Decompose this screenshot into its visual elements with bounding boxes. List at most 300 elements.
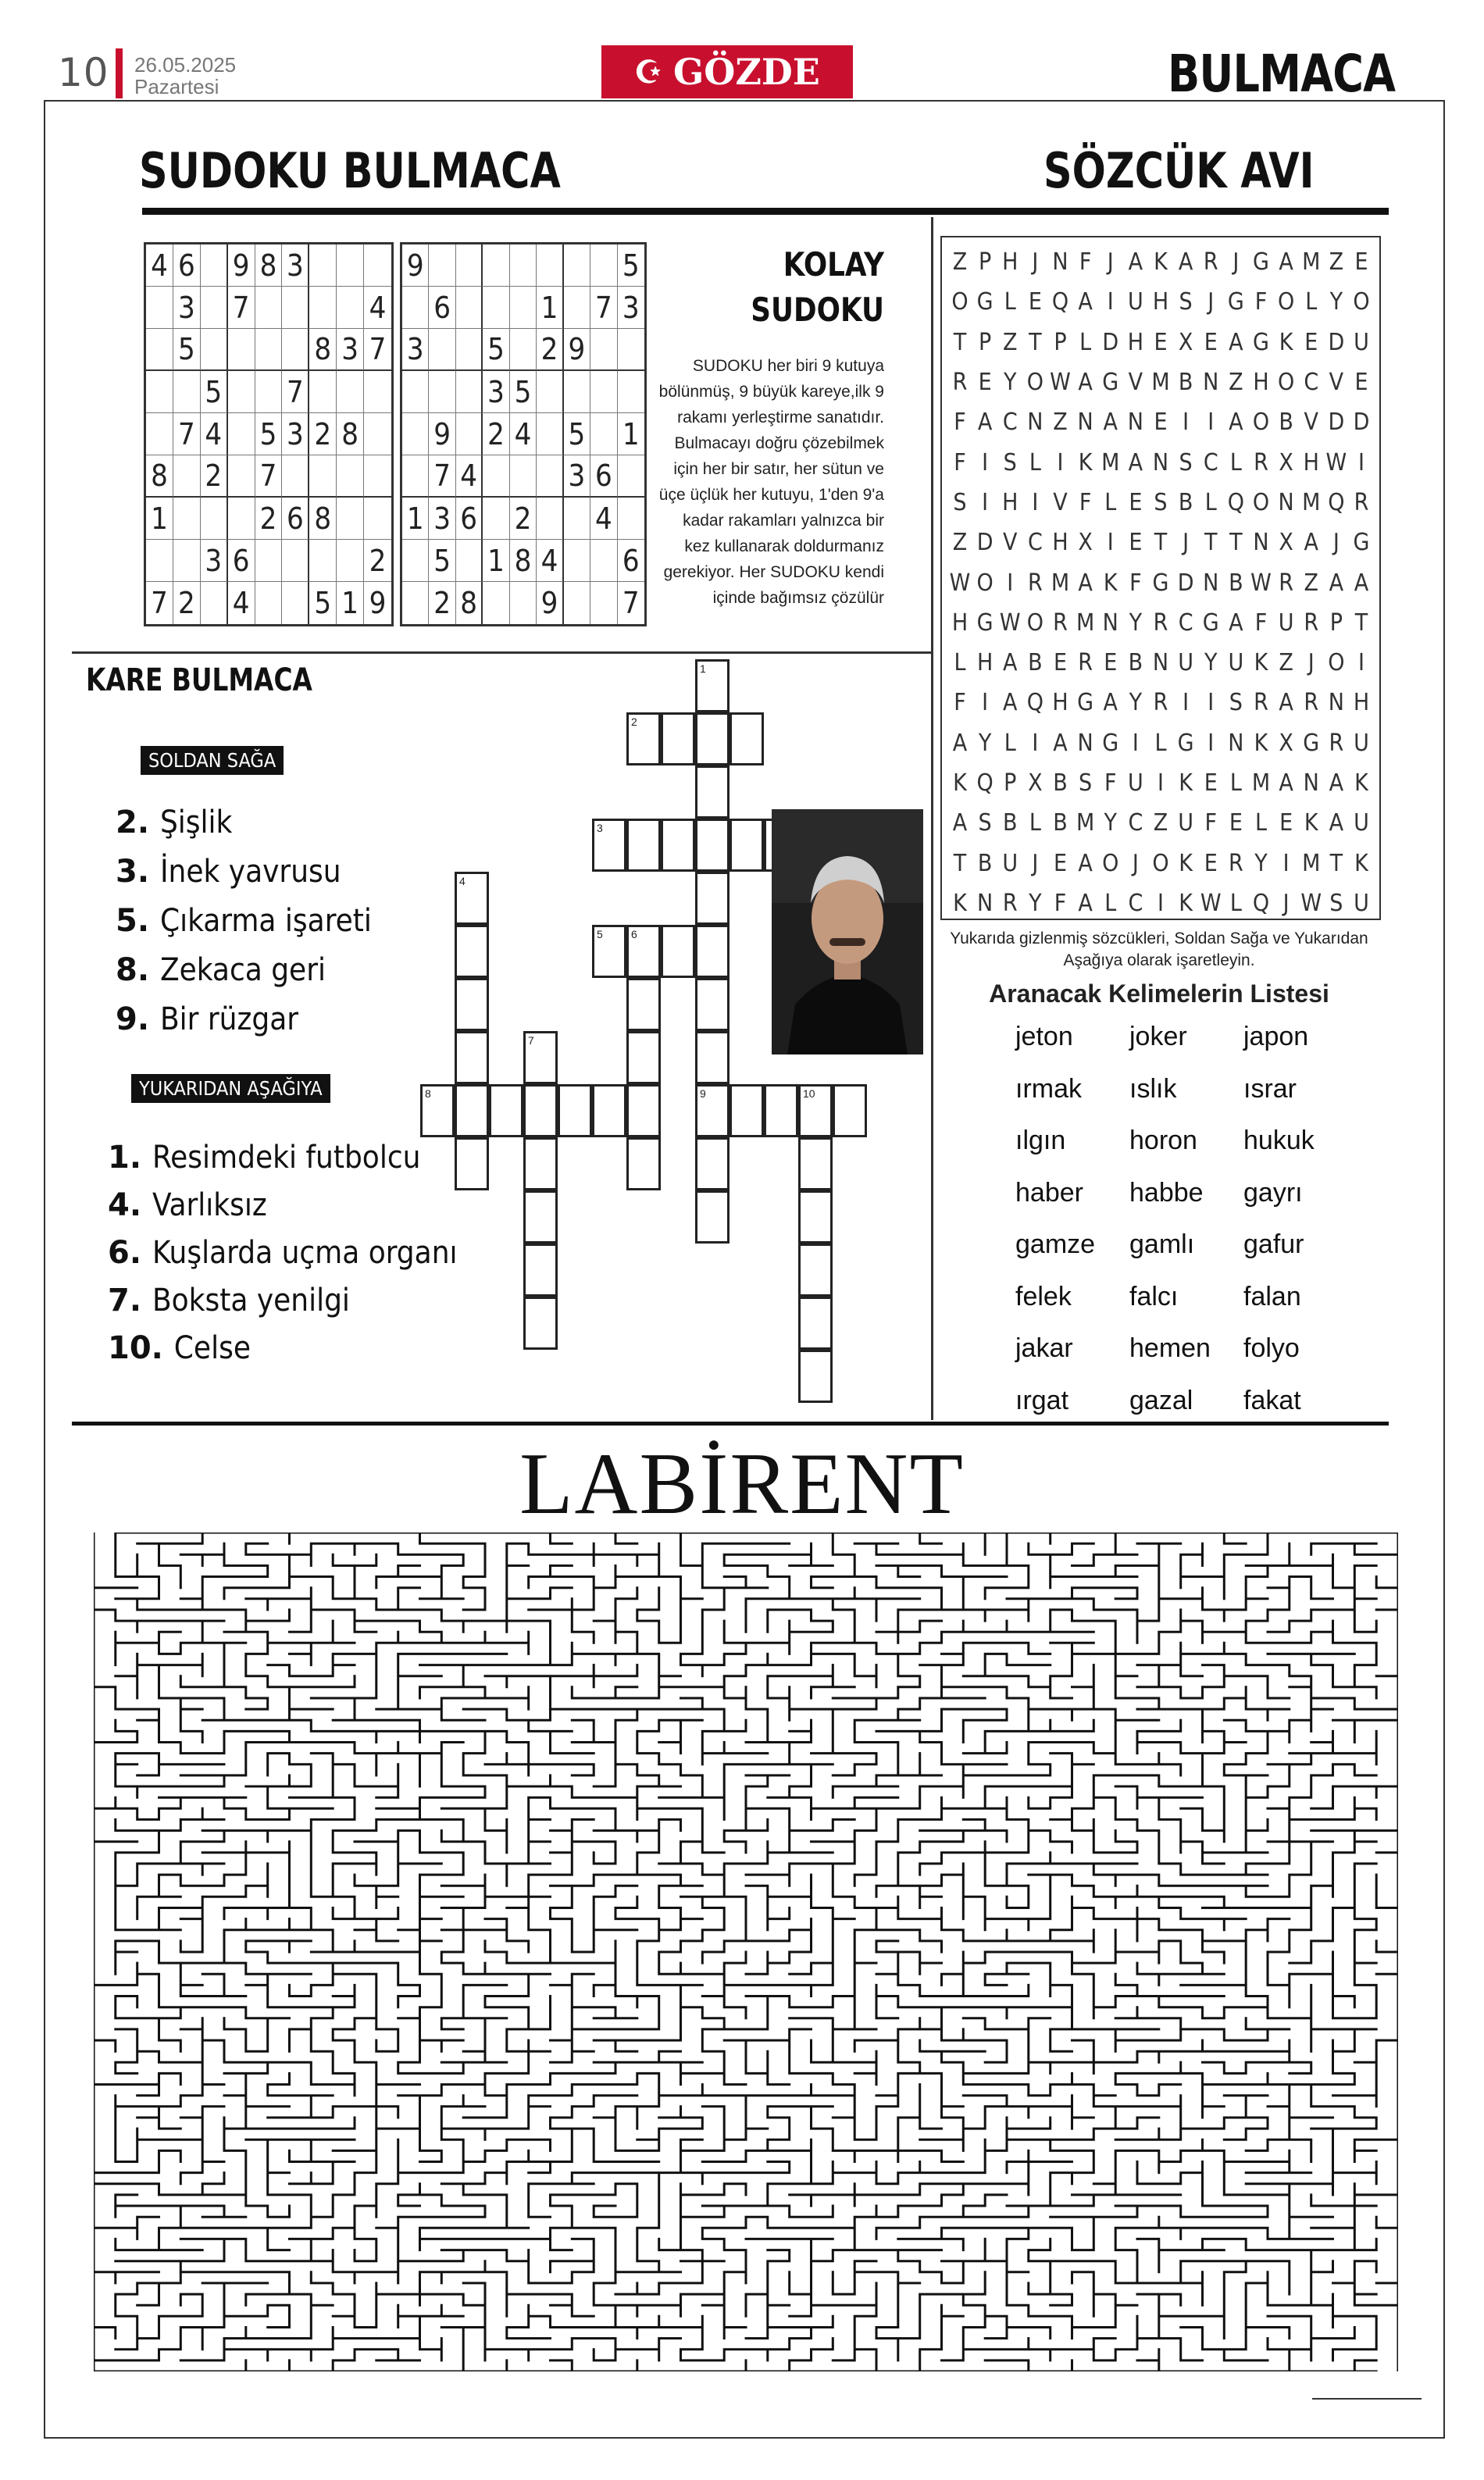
sudoku-cell[interactable]: 5	[510, 371, 537, 413]
wordsearch-letter[interactable]: Z	[1279, 649, 1293, 677]
wordsearch-letter[interactable]: I	[1158, 769, 1164, 797]
sudoku-cell[interactable]	[282, 455, 309, 498]
wordsearch-letter[interactable]: A	[1178, 248, 1193, 277]
wordsearch-letter[interactable]: F	[1129, 569, 1142, 597]
sudoku-cell[interactable]	[173, 498, 201, 540]
wordsearch-letter[interactable]: A	[1279, 689, 1293, 717]
sudoku-cell[interactable]: 5	[309, 582, 337, 624]
wordsearch-letter[interactable]: F	[954, 409, 966, 437]
sudoku-cell[interactable]: 4	[590, 498, 617, 540]
sudoku-cell[interactable]	[364, 498, 391, 540]
wordsearch-letter[interactable]: I	[1007, 569, 1014, 597]
wordsearch-letter[interactable]: L	[1029, 448, 1041, 476]
wordsearch-letter[interactable]: H	[976, 649, 993, 677]
sudoku-cell[interactable]: 2	[201, 455, 228, 498]
wordsearch-letter[interactable]: H	[1002, 488, 1018, 516]
sudoku-cell[interactable]: 2	[173, 582, 201, 624]
wordsearch-letter[interactable]: A	[1053, 729, 1068, 757]
sudoku-cell[interactable]: 1	[402, 498, 429, 540]
wordsearch-letter[interactable]: B	[1128, 649, 1143, 677]
wordsearch-letter[interactable]: N	[1228, 729, 1244, 757]
wordsearch-letter[interactable]: X	[1279, 529, 1293, 557]
sudoku-cell[interactable]	[364, 455, 391, 498]
sudoku-cell[interactable]: 9	[402, 244, 429, 287]
wordsearch-letter[interactable]: I	[1107, 288, 1114, 316]
sudoku-cell[interactable]	[255, 540, 283, 582]
sudoku-cell[interactable]: 3	[564, 455, 590, 498]
wordsearch-letter[interactable]: N	[1052, 248, 1068, 277]
wordsearch-letter[interactable]: B	[1002, 809, 1018, 837]
wordsearch-letter[interactable]: U	[1354, 328, 1369, 356]
sudoku-cell[interactable]: 5	[483, 329, 509, 371]
sudoku-cell[interactable]: 2	[364, 540, 391, 582]
wordsearch-letter[interactable]: W	[1250, 569, 1272, 597]
sudoku-cell[interactable]: 2	[537, 329, 563, 371]
sudoku-cell[interactable]: 8	[309, 329, 337, 371]
wordsearch-letter[interactable]: R	[1203, 248, 1218, 277]
wordsearch-letter[interactable]: T	[953, 328, 967, 356]
sudoku-cell[interactable]	[590, 540, 617, 582]
wordsearch-letter[interactable]: A	[1354, 569, 1369, 597]
wordsearch-letter[interactable]: A	[1078, 569, 1093, 597]
wordsearch-letter[interactable]: N	[1253, 529, 1269, 557]
sudoku-cell[interactable]: 3	[282, 413, 309, 455]
wordsearch-letter[interactable]: E	[1104, 649, 1118, 677]
sudoku-cell[interactable]	[309, 540, 337, 582]
sudoku-cell[interactable]: 4	[146, 244, 173, 287]
sudoku-cell[interactable]	[590, 371, 617, 413]
wordsearch-letter[interactable]: A	[1229, 608, 1243, 637]
sudoku-cell[interactable]: 2	[483, 413, 509, 455]
wordsearch-letter[interactable]: K	[1254, 649, 1268, 677]
wordsearch-letter[interactable]: U	[1002, 849, 1018, 877]
wordsearch-letter[interactable]: A	[1103, 689, 1118, 717]
sudoku-cell[interactable]	[564, 540, 590, 582]
wordsearch-letter[interactable]: G	[976, 608, 993, 637]
sudoku-cell[interactable]	[255, 329, 283, 371]
wordsearch-letter[interactable]: K	[1254, 729, 1268, 757]
wordsearch-letter[interactable]: Z	[1003, 328, 1018, 356]
wordsearch-letter[interactable]: I	[1208, 409, 1215, 437]
sudoku-cell[interactable]: 6	[173, 244, 201, 287]
sudoku-cell[interactable]: 9	[429, 413, 455, 455]
wordsearch-letter[interactable]: J	[1032, 849, 1039, 877]
wordsearch-letter[interactable]: Z	[1229, 369, 1243, 397]
sudoku-cell[interactable]: 4	[201, 413, 228, 455]
wordsearch-letter[interactable]: F	[954, 448, 966, 476]
wordsearch-letter[interactable]: E	[1304, 328, 1318, 356]
sudoku-cell[interactable]	[429, 371, 455, 413]
wordsearch-letter[interactable]: N	[1152, 649, 1169, 677]
sudoku-cell[interactable]	[537, 244, 563, 287]
wordsearch-letter[interactable]: E	[1129, 529, 1143, 557]
sudoku-cell[interactable]: 3	[618, 287, 644, 329]
wordsearch-letter[interactable]: D	[1328, 409, 1345, 437]
sudoku-cell[interactable]	[146, 329, 173, 371]
wordsearch-letter[interactable]: G	[1102, 369, 1119, 397]
wordsearch-letter[interactable]: L	[1305, 288, 1318, 316]
wordsearch-letter[interactable]: T	[1329, 849, 1343, 877]
wordsearch-letter[interactable]: L	[1004, 729, 1016, 757]
wordsearch-letter[interactable]: U	[1278, 608, 1294, 637]
sudoku-cell[interactable]	[590, 244, 617, 287]
wordsearch-letter[interactable]: E	[1154, 409, 1168, 437]
wordsearch-letter[interactable]: H	[951, 608, 969, 637]
wordsearch-letter[interactable]: R	[952, 369, 968, 397]
wordsearch-letter[interactable]: K	[1179, 769, 1193, 797]
wordsearch-letter[interactable]: E	[1354, 248, 1368, 277]
wordsearch-letter[interactable]: X	[1279, 448, 1293, 476]
sudoku-cell[interactable]: 1	[537, 287, 563, 329]
wordsearch-letter[interactable]: O	[1353, 288, 1370, 316]
sudoku-cell[interactable]	[146, 413, 173, 455]
wordsearch-letter[interactable]: G	[976, 288, 993, 316]
sudoku-grid-1[interactable]	[144, 242, 394, 626]
sudoku-cell[interactable]: 7	[146, 582, 173, 624]
wordsearch-letter[interactable]: W	[1200, 889, 1222, 917]
sudoku-cell[interactable]: 5	[173, 329, 201, 371]
wordsearch-letter[interactable]: A	[1078, 288, 1093, 316]
sudoku-cell[interactable]: 7	[255, 455, 283, 498]
sudoku-cell[interactable]	[201, 244, 228, 287]
wordsearch-letter[interactable]: T	[1229, 529, 1243, 557]
wordsearch-letter[interactable]: A	[1003, 649, 1018, 677]
sudoku-cell[interactable]	[618, 371, 644, 413]
wordsearch-letter[interactable]: N	[1278, 488, 1294, 516]
sudoku-cell[interactable]	[364, 413, 391, 455]
sudoku-cell[interactable]	[618, 455, 644, 498]
wordsearch-letter[interactable]: P	[978, 328, 992, 356]
sudoku-cell[interactable]: 7	[364, 329, 391, 371]
wordsearch-letter[interactable]: Y	[1254, 849, 1268, 877]
wordsearch-letter[interactable]: K	[1354, 769, 1368, 797]
sudoku-cell[interactable]: 2	[510, 498, 537, 540]
sudoku-cell[interactable]	[146, 287, 173, 329]
sudoku-cell[interactable]	[201, 329, 228, 371]
sudoku-cell[interactable]	[456, 371, 483, 413]
wordsearch-letter[interactable]: E	[1028, 288, 1042, 316]
sudoku-cell[interactable]	[618, 329, 644, 371]
wordsearch-letter[interactable]: S	[978, 809, 992, 837]
wordsearch-letter[interactable]: F	[1079, 488, 1092, 516]
sudoku-cell[interactable]: 6	[429, 287, 455, 329]
wordsearch-letter[interactable]: E	[1229, 809, 1243, 837]
sudoku-cell[interactable]	[537, 371, 563, 413]
wordsearch-letter[interactable]: T	[1204, 529, 1218, 557]
wordsearch-letter[interactable]: M	[1302, 488, 1321, 516]
wordsearch-letter[interactable]: C	[1002, 409, 1018, 437]
sudoku-cell[interactable]	[282, 582, 309, 624]
wordsearch-letter[interactable]: I	[1132, 729, 1139, 757]
sudoku-cell[interactable]	[255, 582, 283, 624]
wordsearch-letter[interactable]: R	[1078, 649, 1093, 677]
wordsearch-letter[interactable]: K	[1179, 849, 1193, 877]
sudoku-cell[interactable]	[429, 244, 455, 287]
sudoku-cell[interactable]	[309, 244, 337, 287]
sudoku-cell[interactable]: 6	[282, 498, 309, 540]
wordsearch-letter[interactable]: A	[1128, 248, 1143, 277]
sudoku-cell[interactable]	[483, 582, 509, 624]
wordsearch-letter[interactable]: A	[1304, 529, 1318, 557]
sudoku-cell[interactable]: 1	[618, 413, 644, 455]
wordsearch-letter[interactable]: M	[1302, 248, 1321, 277]
wordsearch-letter[interactable]: R	[1304, 608, 1319, 637]
wordsearch-letter[interactable]: W	[1050, 369, 1071, 397]
sudoku-cell[interactable]	[309, 287, 337, 329]
wordsearch-letter[interactable]: S	[1329, 889, 1343, 917]
wordsearch-letter[interactable]: I	[1107, 529, 1114, 557]
wordsearch-letter[interactable]: Y	[978, 729, 992, 757]
wordsearch-letter[interactable]: E	[1279, 809, 1293, 837]
wordsearch-letter[interactable]: R	[1028, 569, 1043, 597]
wordsearch-letter[interactable]: A	[1078, 849, 1093, 877]
wordsearch-letter[interactable]: O	[1278, 369, 1295, 397]
wordsearch-letter[interactable]: K	[1279, 328, 1293, 356]
wordsearch-letter[interactable]: S	[953, 488, 967, 516]
sudoku-cell[interactable]	[201, 498, 228, 540]
sudoku-cell[interactable]: 8	[255, 244, 283, 287]
wordsearch-letter[interactable]: R	[1254, 448, 1268, 476]
wordsearch-letter[interactable]: X	[1028, 769, 1043, 797]
wordsearch-letter[interactable]: Q	[976, 769, 993, 797]
sudoku-cell[interactable]	[590, 413, 617, 455]
wordsearch-letter[interactable]: K	[1103, 569, 1118, 597]
sudoku-cell[interactable]	[564, 582, 590, 624]
wordsearch-letter[interactable]: E	[978, 369, 992, 397]
wordsearch-letter[interactable]: A	[977, 409, 993, 437]
wordsearch-letter[interactable]: D	[1102, 328, 1119, 356]
wordsearch-letter[interactable]: T	[1154, 529, 1168, 557]
wordsearch-letter[interactable]: H	[1253, 369, 1269, 397]
wordsearch-letter[interactable]: I	[1158, 889, 1164, 917]
sudoku-cell[interactable]	[255, 287, 283, 329]
sudoku-cell[interactable]	[402, 413, 429, 455]
wordsearch-letter[interactable]: O	[1152, 849, 1169, 877]
wordsearch-letter[interactable]: Z	[952, 529, 968, 557]
sudoku-cell[interactable]: 6	[618, 540, 644, 582]
sudoku-cell[interactable]: 7	[622, 586, 640, 620]
labyrinth-maze[interactable]	[94, 1533, 1398, 2371]
wordsearch-letter[interactable]: I	[982, 488, 989, 516]
wordsearch-letter[interactable]: S	[1179, 448, 1193, 476]
sudoku-cell[interactable]: 5	[429, 540, 455, 582]
wordsearch-letter[interactable]: J	[1032, 248, 1039, 277]
wordsearch-letter[interactable]: F	[1079, 248, 1092, 277]
wordsearch-letter[interactable]: L	[1229, 769, 1242, 797]
wordsearch-letter[interactable]: N	[1102, 608, 1118, 637]
wordsearch-letter[interactable]: L	[1229, 889, 1242, 917]
wordsearch-letter[interactable]: L	[1029, 809, 1041, 837]
wordsearch-letter[interactable]: Z	[952, 248, 968, 277]
wordsearch-letter[interactable]: I	[982, 689, 989, 717]
sudoku-cell[interactable]: 1	[483, 540, 509, 582]
wordsearch-letter[interactable]: N	[1303, 769, 1319, 797]
sudoku-cell[interactable]	[510, 244, 537, 287]
sudoku-cell[interactable]	[173, 455, 201, 498]
sudoku-cell[interactable]	[201, 287, 228, 329]
sudoku-grid-2[interactable]	[400, 242, 647, 626]
sudoku-cell[interactable]	[510, 455, 537, 498]
wordsearch-letter[interactable]: R	[1229, 849, 1243, 877]
wordsearch-letter[interactable]: Y	[1129, 689, 1143, 717]
wordsearch-letter[interactable]: O	[951, 288, 969, 316]
wordsearch-letter[interactable]: J	[1332, 529, 1340, 557]
sudoku-cell[interactable]: 3	[173, 287, 201, 329]
sudoku-cell[interactable]	[255, 371, 283, 413]
sudoku-cell[interactable]	[537, 498, 563, 540]
wordsearch-letter[interactable]: N	[977, 889, 993, 917]
wordsearch-letter[interactable]: O	[1252, 409, 1270, 437]
sudoku-cell[interactable]	[564, 287, 590, 329]
wordsearch-grid[interactable]	[940, 236, 1381, 920]
wordsearch-letter[interactable]: G	[1303, 729, 1320, 757]
sudoku-cell[interactable]: 8	[456, 582, 483, 624]
wordsearch-letter[interactable]: H	[1353, 689, 1370, 717]
wordsearch-letter[interactable]: G	[1353, 529, 1370, 557]
sudoku-cell[interactable]: 4	[537, 540, 563, 582]
sudoku-cell[interactable]: 4	[364, 287, 391, 329]
sudoku-cell[interactable]	[337, 498, 364, 540]
wordsearch-letter[interactable]: U	[1127, 769, 1143, 797]
sudoku-cell[interactable]	[173, 540, 201, 582]
wordsearch-letter[interactable]: L	[1079, 328, 1092, 356]
wordsearch-letter[interactable]: M	[1051, 569, 1070, 597]
wordsearch-letter[interactable]: A	[1329, 769, 1344, 797]
wordsearch-letter[interactable]: D	[1177, 569, 1194, 597]
wordsearch-letter[interactable]: K	[1078, 448, 1093, 476]
wordsearch-letter[interactable]: A	[1229, 409, 1243, 437]
sudoku-cell[interactable]: 8	[510, 540, 537, 582]
wordsearch-letter[interactable]: U	[1354, 809, 1369, 837]
wordsearch-letter[interactable]: O	[1328, 649, 1345, 677]
sudoku-cell[interactable]: 9	[564, 329, 590, 371]
wordsearch-letter[interactable]: B	[1178, 488, 1193, 516]
wordsearch-letter[interactable]: R	[1254, 689, 1268, 717]
sudoku-cell[interactable]: 2	[309, 413, 337, 455]
sudoku-cell[interactable]	[228, 498, 255, 540]
wordsearch-letter[interactable]: N	[1077, 729, 1093, 757]
wordsearch-letter[interactable]: F	[1104, 769, 1117, 797]
wordsearch-letter[interactable]: G	[1227, 288, 1244, 316]
sudoku-cell[interactable]: 9	[537, 582, 563, 624]
sudoku-cell[interactable]	[146, 371, 173, 413]
wordsearch-letter[interactable]: Q	[1252, 889, 1270, 917]
wordsearch-letter[interactable]: C	[1027, 529, 1043, 557]
wordsearch-letter[interactable]: A	[1103, 409, 1118, 437]
wordsearch-letter[interactable]: A	[952, 809, 968, 837]
wordsearch-letter[interactable]: O	[976, 569, 993, 597]
wordsearch-letter[interactable]: Y	[1029, 889, 1042, 917]
wordsearch-letter[interactable]: V	[1053, 488, 1068, 516]
wordsearch-letter[interactable]: S	[1179, 288, 1193, 316]
wordsearch-letter[interactable]: O	[1026, 608, 1043, 637]
wordsearch-letter[interactable]: H	[1052, 689, 1068, 717]
sudoku-cell[interactable]: 3	[282, 244, 309, 287]
wordsearch-letter[interactable]: O	[1278, 288, 1295, 316]
sudoku-cell[interactable]	[337, 540, 364, 582]
wordsearch-letter[interactable]: F	[1254, 608, 1268, 637]
wordsearch-letter[interactable]: W	[999, 608, 1021, 637]
wordsearch-letter[interactable]: K	[1154, 248, 1168, 277]
wordsearch-letter[interactable]: H	[1127, 328, 1144, 356]
wordsearch-letter[interactable]: R	[1304, 689, 1319, 717]
sudoku-cell[interactable]	[402, 371, 429, 413]
wordsearch-letter[interactable]: B	[1053, 809, 1068, 837]
wordsearch-letter[interactable]: O	[1026, 369, 1043, 397]
wordsearch-letter[interactable]: B	[1053, 769, 1068, 797]
sudoku-cell[interactable]: 6	[590, 455, 617, 498]
sudoku-cell[interactable]: 7	[173, 413, 201, 455]
sudoku-cell[interactable]	[483, 287, 509, 329]
wordsearch-letter[interactable]: F	[1204, 809, 1218, 837]
sudoku-cell[interactable]	[337, 244, 364, 287]
wordsearch-letter[interactable]: N	[1203, 369, 1219, 397]
wordsearch-letter[interactable]: Y	[1004, 369, 1017, 397]
wordsearch-letter[interactable]: A	[1229, 328, 1243, 356]
wordsearch-letter[interactable]: A	[1003, 689, 1018, 717]
wordsearch-letter[interactable]: E	[1354, 369, 1368, 397]
wordsearch-letter[interactable]: Z	[1053, 409, 1068, 437]
wordsearch-letter[interactable]: K	[1354, 849, 1368, 877]
wordsearch-letter[interactable]: N	[1027, 409, 1043, 437]
wordsearch-letter[interactable]: E	[1053, 649, 1068, 677]
wordsearch-letter[interactable]: I	[1057, 448, 1064, 476]
sudoku-cell[interactable]: 5	[255, 413, 283, 455]
wordsearch-letter[interactable]: A	[1128, 448, 1143, 476]
wordsearch-letter[interactable]: I	[982, 448, 989, 476]
wordsearch-letter[interactable]: C	[1178, 608, 1193, 637]
wordsearch-letter[interactable]: E	[1129, 488, 1143, 516]
sudoku-cell[interactable]	[228, 413, 255, 455]
wordsearch-letter[interactable]: G	[1077, 689, 1094, 717]
sudoku-cell[interactable]	[282, 540, 309, 582]
wordsearch-letter[interactable]: R	[1053, 608, 1068, 637]
wordsearch-letter[interactable]: S	[1229, 689, 1243, 717]
sudoku-cell[interactable]	[456, 329, 483, 371]
wordsearch-letter[interactable]: K	[1304, 809, 1318, 837]
wordsearch-letter[interactable]: U	[1354, 729, 1369, 757]
sudoku-cell[interactable]	[510, 329, 537, 371]
wordsearch-letter[interactable]: V	[1329, 369, 1344, 397]
sudoku-cell[interactable]: 1	[146, 498, 173, 540]
wordsearch-letter[interactable]: K	[953, 769, 967, 797]
wordsearch-letter[interactable]: A	[952, 729, 968, 757]
wordsearch-letter[interactable]: Y	[1329, 288, 1343, 316]
sudoku-cell[interactable]	[364, 371, 391, 413]
sudoku-cell[interactable]	[228, 455, 255, 498]
wordsearch-letter[interactable]: G	[1102, 729, 1119, 757]
wordsearch-letter[interactable]: Q	[1227, 488, 1244, 516]
sudoku-cell[interactable]	[483, 498, 509, 540]
sudoku-cell[interactable]: 8	[337, 413, 364, 455]
wordsearch-letter[interactable]: Y	[1104, 809, 1117, 837]
wordsearch-letter[interactable]: V	[1304, 409, 1318, 437]
wordsearch-letter[interactable]: L	[1104, 889, 1117, 917]
sudoku-cell[interactable]	[402, 287, 429, 329]
wordsearch-letter[interactable]: I	[1183, 689, 1190, 717]
sudoku-cell[interactable]: 5	[564, 413, 590, 455]
wordsearch-letter[interactable]: N	[1127, 409, 1143, 437]
wordsearch-letter[interactable]: D	[976, 529, 993, 557]
wordsearch-letter[interactable]: F	[954, 689, 966, 717]
sudoku-cell[interactable]	[337, 287, 364, 329]
wordsearch-letter[interactable]: H	[1303, 448, 1319, 476]
wordsearch-letter[interactable]: N	[1203, 569, 1219, 597]
sudoku-cell[interactable]	[590, 329, 617, 371]
wordsearch-letter[interactable]: I	[1282, 849, 1290, 877]
wordsearch-letter[interactable]: I	[1183, 409, 1190, 437]
wordsearch-letter[interactable]: G	[1202, 608, 1219, 637]
